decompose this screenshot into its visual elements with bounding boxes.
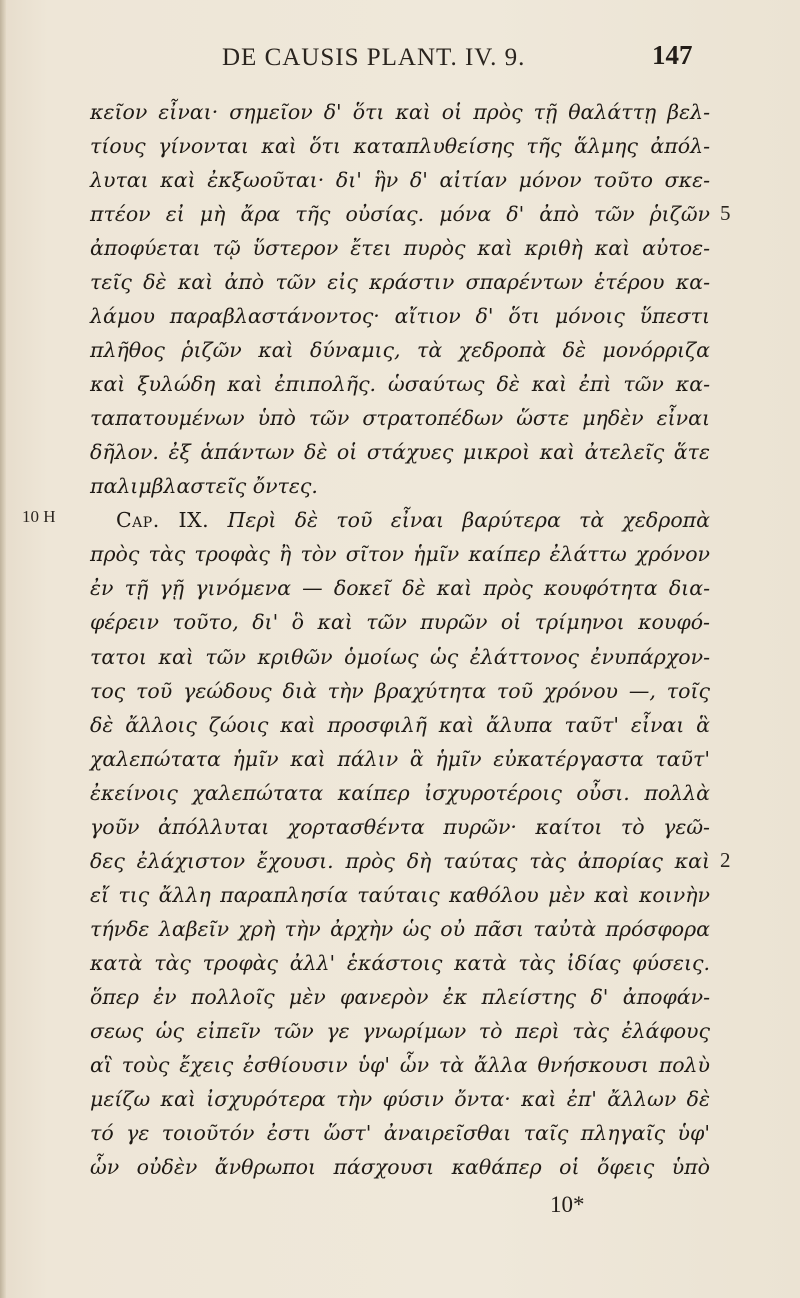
text-line: κατὰ τὰς τροφὰς ἀλλ' ἑκάστοις κατὰ τὰς ἰδίας φύσεις. <box>90 950 710 975</box>
text-line: ταπατουμένων ὑπὸ τῶν στρατοπέδων ὥστε μηδὲν εἶναι <box>90 406 710 431</box>
chapter-label: Cap. IX. <box>116 508 210 533</box>
text-line: φέρειν τοῦτο, δι' ὃ καὶ τῶν πυρῶν οἱ τρίμηνοι κουφό- <box>90 610 710 635</box>
margin-line-number-5: 5 <box>720 201 731 226</box>
text-line: χαλεπώτατα ἡμῖν καὶ πάλιν ἃ ἡμῖν εὐκατέργαστα ταῦτ' <box>90 746 710 771</box>
text-line: πλῆθος ῥιζῶν καὶ δύναμις, τὰ χεδροπὰ δὲ μονόρριζα <box>90 338 710 363</box>
text-line: πτέον εἰ μὴ ἄρα τῆς οὐσίας. μόνα δ' ἀπὸ τῶν ῥιζῶν <box>90 202 710 227</box>
text-line: αἳ τοὺς ἔχεις ἐσθίουσιν ὑφ' ὧν τὰ ἄλλα θνήσκουσι πολὺ <box>90 1052 710 1077</box>
running-head: DE CAUSIS PLANT. IV. 9. <box>222 44 526 71</box>
text-line: λυται καὶ ἐκξωοῦται· δι' ἣν δ' αἰτίαν μόνον τοῦτο σκε- <box>90 168 710 193</box>
chapter-opening-text: Περὶ δὲ τοῦ εἶναι βαρύτερα τὰ χεδροπὰ <box>227 508 710 533</box>
text-line: εἴ τις ἄλλη παραπλησία ταύταις καθόλου μὲν καὶ κοινὴν <box>90 882 710 907</box>
text-line: τίους γίνονται καὶ ὅτι καταπλυθείσης τῆς ἅλμης ἀπόλ- <box>90 134 710 159</box>
text-line: ἐκείνοις χαλεπώτατα καίπερ ἰσχυροτέροις οὖσι. πολλὰ <box>90 780 710 805</box>
text-line: ὅπερ ἐν πολλοῖς μὲν φανερὸν ἐκ πλείστης δ' ἀποφάν- <box>90 984 710 1009</box>
text-line: δὲ ἄλλοις ζώοις καὶ προσφιλῆ καὶ ἄλυπα ταῦτ' εἶναι ἃ <box>90 712 710 737</box>
text-line: τος τοῦ γεώδους διὰ τὴν βραχύτητα τοῦ χρόνου —, τοῖς <box>90 678 710 703</box>
text-line: ὧν οὐδὲν ἄνθρωποι πάσχουσι καθάπερ οἱ ὄφεις ὑπὸ <box>90 1155 710 1179</box>
signature-mark: 10* <box>550 1192 585 1218</box>
text-line: ἐν τῇ γῇ γινόμενα — δοκεῖ δὲ καὶ πρὸς κουφότητα δια- <box>90 576 710 601</box>
page-number: 147 <box>652 40 693 70</box>
text-line: τατοι καὶ τῶν κριθῶν ὁμοίως ὡς ἐλάττονος ἐνυπάρχον- <box>90 644 710 669</box>
text-line: λάμου παραβλαστάνοντος· αἴτιον δ' ὅτι μόνοις ὕπεστι <box>90 304 710 329</box>
text-line: καὶ ξυλώδη καὶ ἐπιπολῆς. ὡσαύτως δὲ καὶ ἐπὶ τῶν κα- <box>90 372 710 397</box>
text-line: σεως ὡς εἰπεῖν τῶν γε γνωρίμων τὸ περὶ τὰς ἐλάφους <box>90 1018 710 1043</box>
text-line: πρὸς τὰς τροφὰς ἢ τὸν σῖτον ἡμῖν καίπερ ἐλάττω χρόνον <box>90 542 710 567</box>
text-line: τεῖς δὲ καὶ ἀπὸ τῶν εἰς κράστιν σπαρέντων ἑτέρου κα- <box>90 270 710 295</box>
text-line: δῆλον. ἐξ ἁπάντων δὲ οἱ στάχυες μικροὶ καὶ ἀτελεῖς ἅτε <box>90 440 710 465</box>
text-line: ἀποφύεται τῷ ὕστερον ἔτει πυρὸς καὶ κριθὴ καὶ αὐτοε- <box>90 236 710 261</box>
chapter-opening-line <box>116 503 710 537</box>
text-line: δες ἐλάχιστον ἔχουσι. πρὸς δὴ ταύτας τὰς ἀπορίας καὶ <box>90 848 710 873</box>
text-line: παλιμβλαστεῖς ὄντες. <box>90 474 318 499</box>
text-line: κεῖον εἶναι· σημεῖον δ' ὅτι καὶ οἱ πρὸς τῇ θαλάττῃ βελ- <box>90 100 710 124</box>
text-line: τό γε τοιοῦτόν ἐστι ὥστ' ἀναιρεῖσθαι ταῖς πληγαῖς ὑφ' <box>90 1120 710 1145</box>
text-line: τήνδε λαβεῖν χρὴ τὴν ἀρχὴν ὡς οὐ πᾶσι ταὐτὰ πρόσφορα <box>90 916 710 941</box>
margin-section-marker: 10 H <box>22 507 56 527</box>
text-line: μείζω καὶ ἰσχυρότερα τὴν φύσιν ὄντα· καὶ ἐπ' ἄλλων δὲ <box>90 1086 710 1111</box>
margin-line-number-2: 2 <box>720 847 731 872</box>
text-line: γοῦν ἀπόλλυται χορτασθέντα πυρῶν· καίτοι τὸ γεῶ- <box>90 814 710 839</box>
